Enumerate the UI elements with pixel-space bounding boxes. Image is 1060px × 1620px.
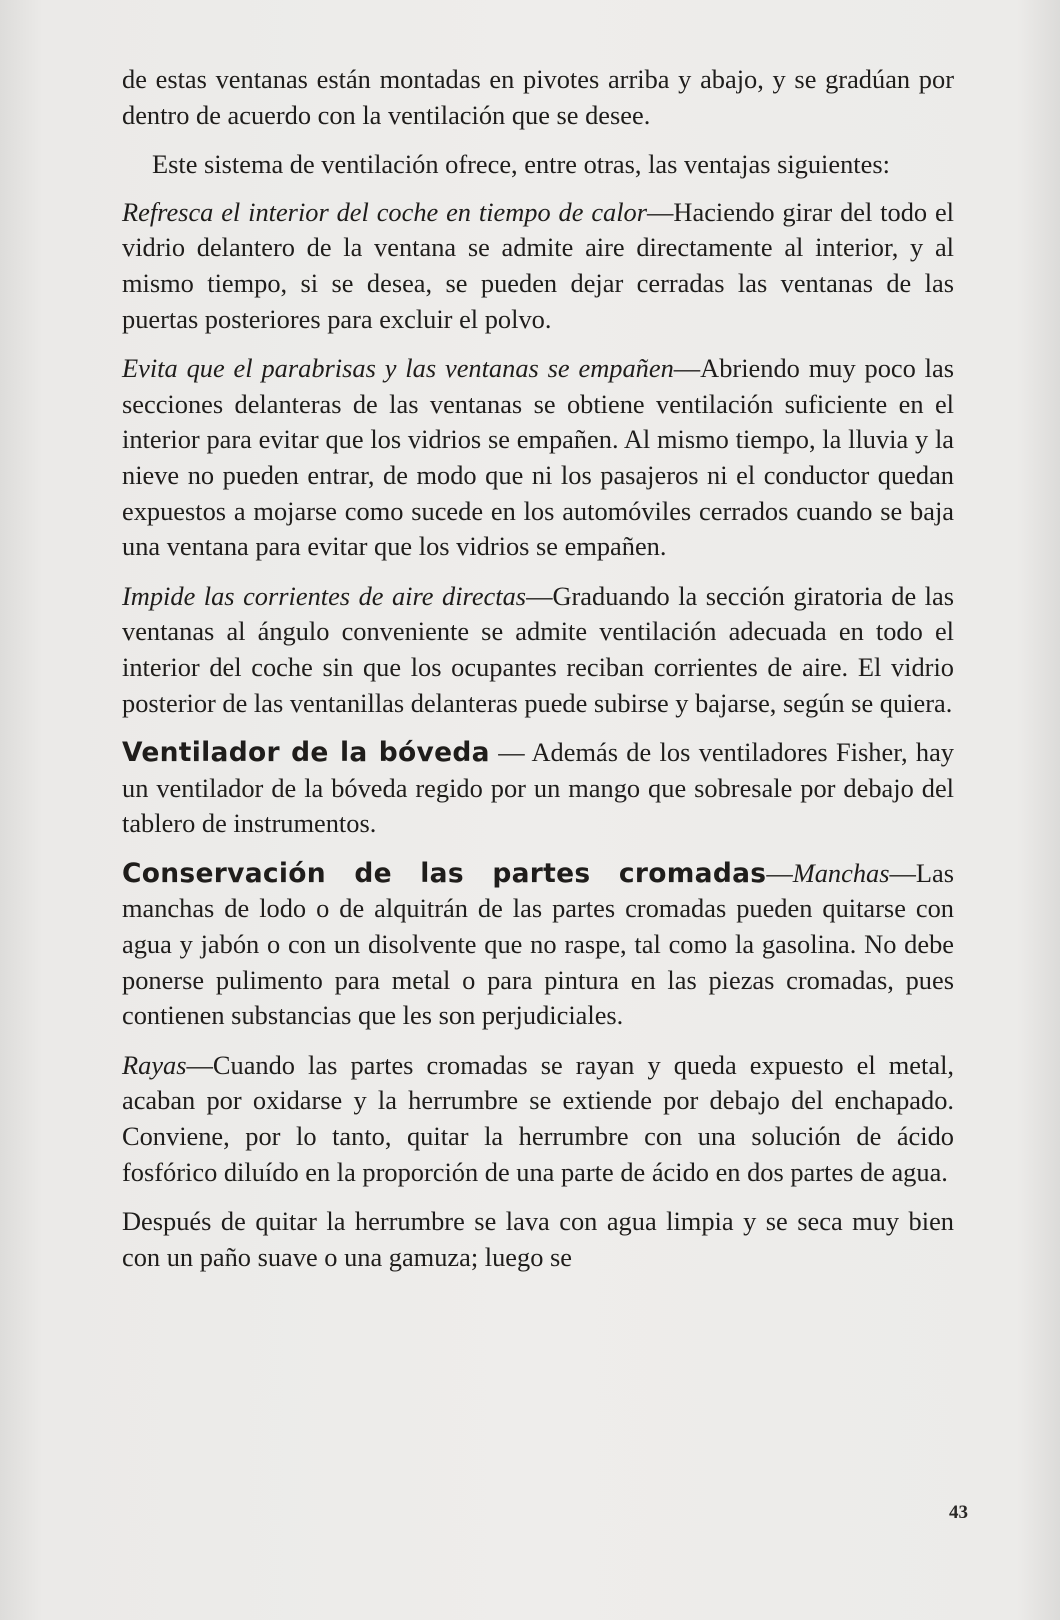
italic-lead: Impide las corrientes de aire directas	[122, 580, 527, 611]
paragraph-continuation	[122, 62, 954, 133]
paragraph-impide	[122, 579, 954, 721]
section-heading: Ventilador de la bóveda	[122, 737, 490, 769]
paragraph-ventilador	[122, 735, 954, 842]
paragraph-evita	[122, 351, 954, 565]
italic-lead: Refresca el interior del coche en tiempo de calor	[122, 196, 648, 227]
italic-lead: Evita que el parabrisas y las ventanas se empañen	[122, 353, 674, 384]
paragraph-rayas	[122, 1048, 954, 1190]
paragraph-text: — Además de los ventiladores Fisher, hay un ventilador de la bóveda regido por un mango que sobresale por debajo del tablero de instrumentos.	[122, 737, 954, 839]
paragraph-refresca	[122, 195, 954, 337]
page-number: 43	[949, 1502, 968, 1523]
paragraph-despues	[122, 1204, 954, 1275]
italic-lead: Rayas	[122, 1049, 187, 1080]
dash: —	[766, 857, 793, 888]
paragraph-text: —Haciendo girar del todo el vidrio delantero de la ventana se admite aire directamente al interior, y al mismo tiempo, si se desea, se pueden dejar cerradas las ventanas de las puertas posteriores para excluir el polvo.	[122, 196, 954, 334]
paragraph-conservacion	[122, 856, 954, 1034]
paragraph-text: —Las manchas de lodo o de alquitrán de las partes cromadas pueden quitarse con agua y jabón o con un disolvente que no raspe, tal como la gasolina. No debe ponerse pulimento para metal o para pintura en las piezas cromadas, pues contienen substancias que les son perjudiciales.	[122, 857, 954, 1031]
paragraph-text: —Cuando las partes cromadas se rayan y queda expuesto el metal, acaban por oxidarse y la herrumbre se extiende por debajo del enchapado. Conviene, por lo tanto, quitar la herrumbre con una solución de ácido fosfórico diluído en la proporción de una parte de ácido en dos partes de agua.	[122, 1049, 954, 1187]
paragraph-text: Después de quitar la herrumbre se lava con agua limpia y se seca muy bien con un paño suave o una gamuza; luego se	[122, 1206, 954, 1272]
paragraph-text: de estas ventanas están montadas en pivotes arriba y abajo, y se gradúan por dentro de acuerdo con la ventilación que se desee.	[122, 64, 954, 130]
italic-lead: Manchas	[792, 857, 890, 888]
paragraph-text: —Abriendo muy poco las secciones delanteras de las ventanas se obtiene ventilación suficiente en el interior para evitar que los vidrios se empañen. Al mismo tiempo, la lluvia y la nieve no pueden entrar, de modo que ni los pasajeros ni el conductor quedan expuestos a mojarse como sucede en los automóviles cerrados cuando se baja una ventana para evitar que los vidrios se empañen.	[122, 353, 954, 562]
section-heading: Conservación de las partes cromadas	[122, 857, 767, 889]
paragraph-text: —Graduando la sección giratoria de las ventanas al ángulo conveniente se admite ventilación adecuada en todo el interior del coche sin que los ocupantes reciban corrientes de aire. El vidrio posterior de las ventanillas delanteras puede subirse y bajarse, según se quiera.	[122, 580, 954, 718]
paragraph-text: Este sistema de ventilación ofrece, entre otras, las ventajas siguientes:	[152, 149, 890, 180]
paragraph-advantages-intro	[122, 147, 954, 183]
body-text	[122, 62, 954, 1289]
